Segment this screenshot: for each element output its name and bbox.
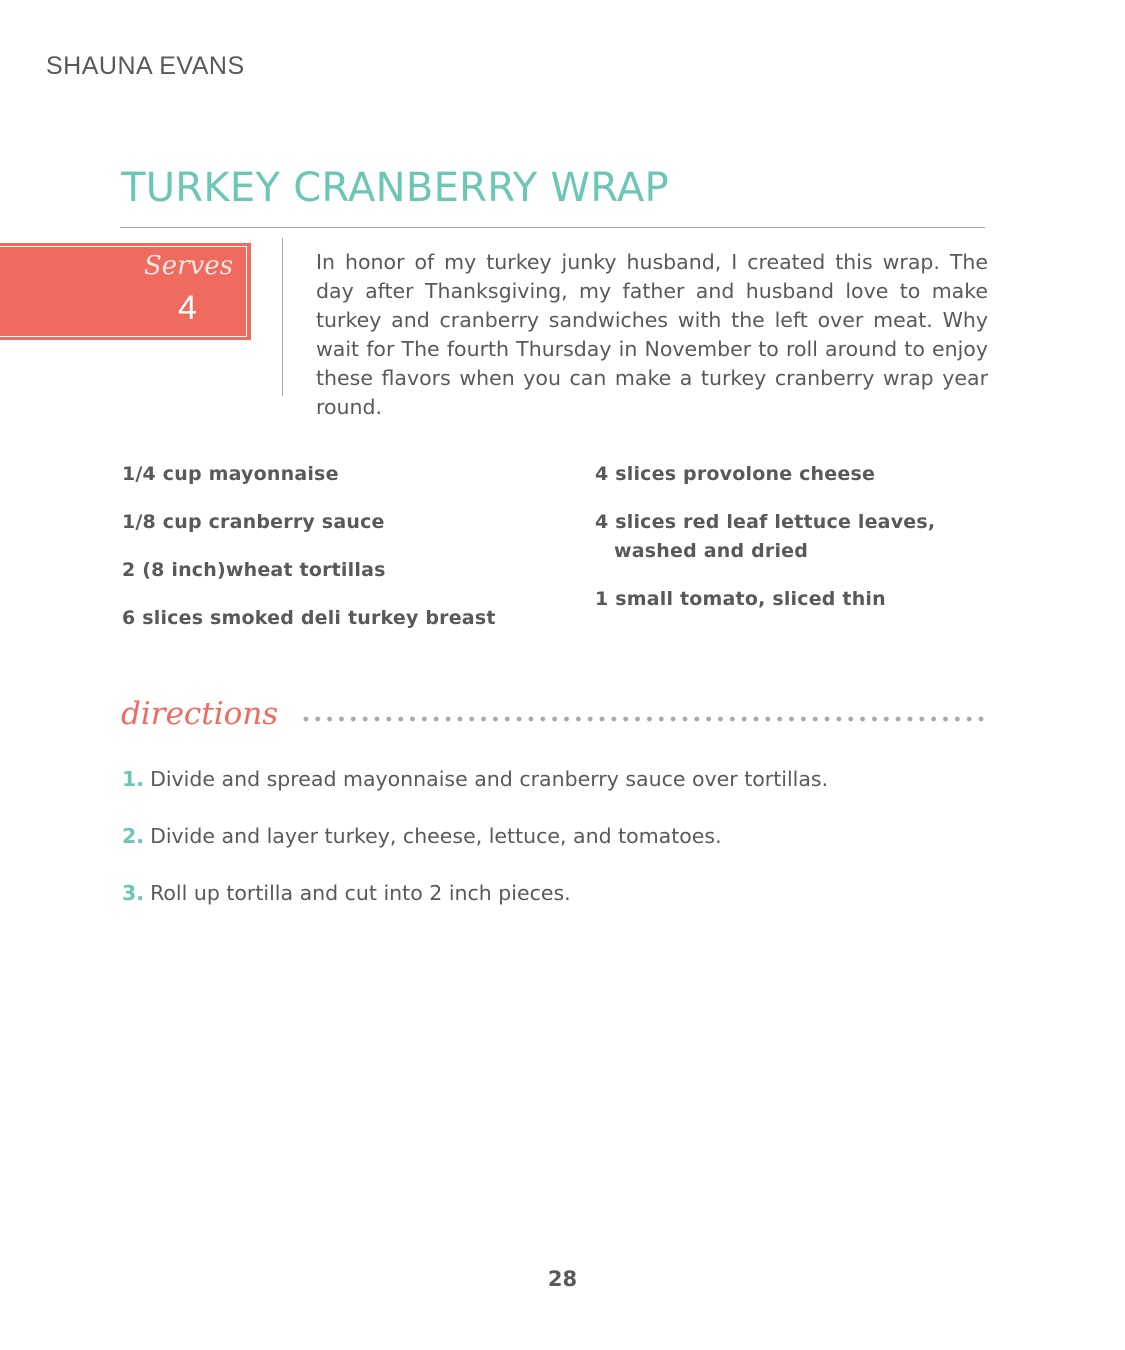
title-divider bbox=[120, 227, 985, 228]
step-number: 1. bbox=[122, 767, 145, 791]
ingredient-item: 4 slices provolone cheese bbox=[595, 463, 876, 485]
direction-step bbox=[122, 878, 992, 935]
direction-step bbox=[122, 764, 992, 821]
serves-badge bbox=[0, 243, 251, 340]
serves-value: 4 bbox=[178, 289, 197, 327]
ingredients-right-column bbox=[595, 460, 985, 633]
ingredient-item: 6 slices smoked deli turkey breast bbox=[122, 607, 496, 629]
ingredient-item: 1 small tomato, sliced thin bbox=[595, 588, 886, 610]
direction-step bbox=[122, 821, 992, 878]
step-text: Divide and layer turkey, cheese, lettuce, and tomatoes. bbox=[150, 824, 722, 848]
directions-heading: directions bbox=[121, 696, 279, 732]
step-number: 3. bbox=[122, 881, 145, 905]
ingredient-item: 2 (8 inch)wheat tortillas bbox=[122, 559, 386, 581]
running-header-author: SHAUNA EVANS bbox=[46, 52, 245, 80]
step-number: 2. bbox=[122, 824, 145, 848]
ingredients-left-column bbox=[122, 460, 572, 652]
step-text: Divide and spread mayonnaise and cranberry sauce over tortillas. bbox=[150, 767, 829, 791]
dotted-divider bbox=[300, 716, 986, 722]
ingredient-item: 4 slices red leaf lettuce leaves, washed and dried bbox=[595, 511, 936, 562]
directions-list bbox=[122, 764, 992, 935]
intro-divider bbox=[282, 238, 283, 396]
ingredient-item: 1/8 cup cranberry sauce bbox=[122, 511, 385, 533]
page-number: 28 bbox=[547, 1267, 578, 1291]
step-text: Roll up tortilla and cut into 2 inch pieces. bbox=[150, 881, 571, 905]
ingredient-item: 1/4 cup mayonnaise bbox=[122, 463, 339, 485]
serves-label: Serves bbox=[143, 251, 233, 281]
recipe-title: TURKEY CRANBERRY WRAP bbox=[121, 165, 669, 211]
recipe-intro: In honor of my turkey junky husband, I created this wrap. The day after Thanksgiving, my father and husband love to make turkey and cranberry sandwiches with the left over meat. Why wait for The fourth Thursday in November to roll around to enjoy these flavors when you can make a turkey cranberry wrap year round. bbox=[316, 250, 988, 419]
